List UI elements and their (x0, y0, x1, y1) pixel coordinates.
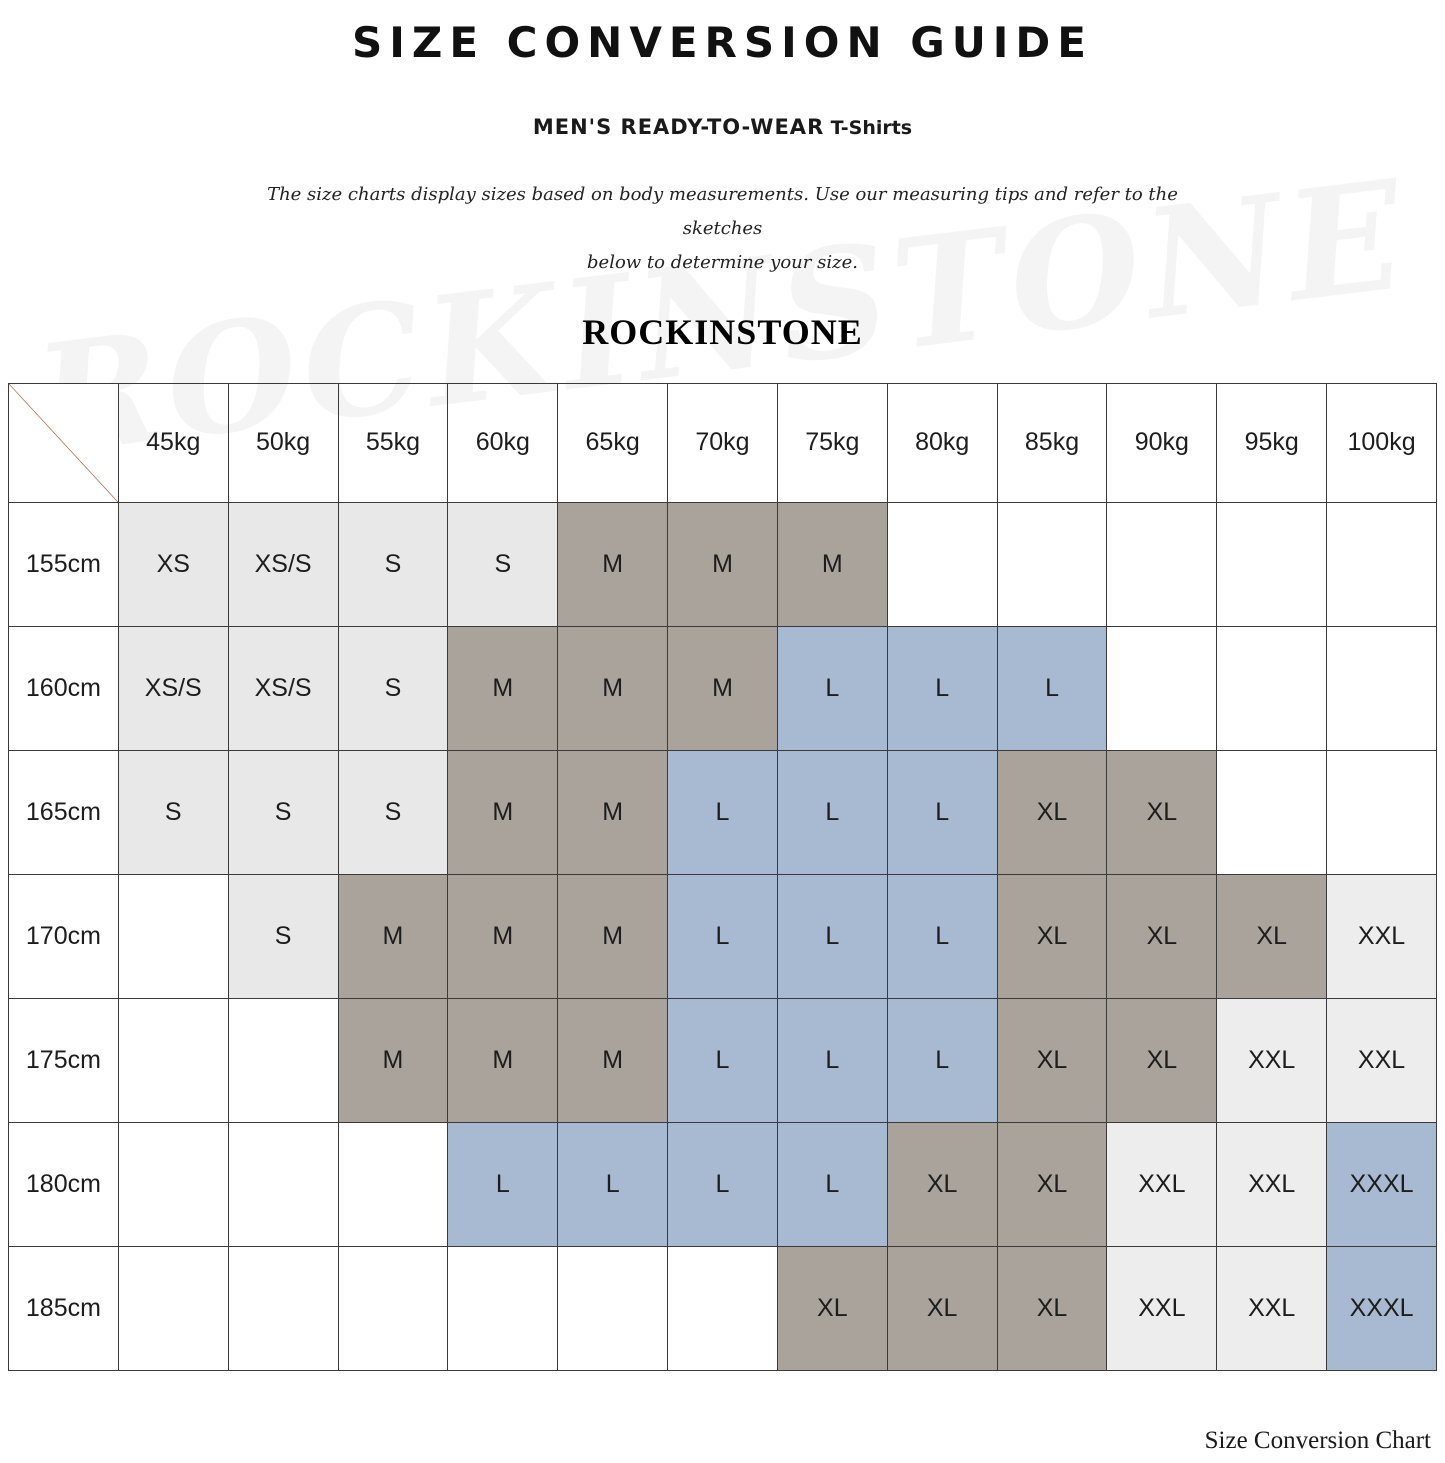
size-cell: XXL (1327, 874, 1437, 998)
description-line-1: The size charts display sizes based on body measurements. Use our measuring tips and refer to the sketches (267, 184, 1178, 240)
size-cell: L (777, 998, 887, 1122)
size-cell: XL (1107, 874, 1217, 998)
row-header: 185cm (9, 1246, 119, 1370)
subtitle-category: MEN'S READY-TO-WEAR (532, 115, 825, 139)
table-body (9, 502, 1437, 1370)
size-table-container (0, 383, 1445, 1371)
size-cell: XXL (1107, 1122, 1217, 1246)
size-cell: M (448, 874, 558, 998)
size-cell: XL (997, 750, 1107, 874)
size-cell: XL (777, 1246, 887, 1370)
size-cell (1327, 750, 1437, 874)
size-cell: XL (887, 1246, 997, 1370)
column-header: 70kg (668, 383, 778, 502)
size-cell: M (777, 502, 887, 626)
column-header: 60kg (448, 383, 558, 502)
size-cell: XXL (1107, 1246, 1217, 1370)
size-cell: L (887, 874, 997, 998)
size-cell (228, 1246, 338, 1370)
size-cell: XL (997, 1122, 1107, 1246)
size-cell: XXL (1217, 1122, 1327, 1246)
size-cell: S (338, 502, 448, 626)
table-row (9, 1246, 1437, 1370)
size-cell: XXL (1217, 1246, 1327, 1370)
size-cell: XL (1107, 998, 1217, 1122)
size-cell: L (668, 750, 778, 874)
size-cell (118, 1246, 228, 1370)
table-row (9, 502, 1437, 626)
row-header: 175cm (9, 998, 119, 1122)
size-cell (118, 998, 228, 1122)
table-row (9, 750, 1437, 874)
size-cell: XS/S (118, 626, 228, 750)
table-header-row (9, 383, 1437, 502)
column-header: 95kg (1217, 383, 1327, 502)
size-cell: M (668, 502, 778, 626)
size-cell: S (228, 874, 338, 998)
size-cell: XXL (1327, 998, 1437, 1122)
size-cell (1107, 626, 1217, 750)
table-row (9, 998, 1437, 1122)
column-header: 90kg (1107, 383, 1217, 502)
description-line-2: below to determine your size. (587, 252, 858, 274)
row-header: 180cm (9, 1122, 119, 1246)
size-cell: XS/S (228, 502, 338, 626)
size-cell: XL (997, 1246, 1107, 1370)
table-row (9, 874, 1437, 998)
column-header: 100kg (1327, 383, 1437, 502)
size-cell: S (118, 750, 228, 874)
size-cell (1107, 502, 1217, 626)
size-cell: M (338, 874, 448, 998)
row-header: 160cm (9, 626, 119, 750)
column-header: 45kg (118, 383, 228, 502)
size-cell: XL (887, 1122, 997, 1246)
size-cell: M (558, 998, 668, 1122)
size-cell (118, 874, 228, 998)
size-cell: L (777, 750, 887, 874)
size-cell: M (448, 626, 558, 750)
size-cell (1217, 750, 1327, 874)
size-cell (338, 1246, 448, 1370)
size-cell: L (997, 626, 1107, 750)
size-cell: S (228, 750, 338, 874)
table-row (9, 626, 1437, 750)
column-header: 75kg (777, 383, 887, 502)
size-cell: M (558, 626, 668, 750)
size-cell: M (558, 750, 668, 874)
size-cell (558, 1246, 668, 1370)
row-header: 165cm (9, 750, 119, 874)
size-cell: L (777, 874, 887, 998)
size-cell: L (887, 750, 997, 874)
size-cell (887, 502, 997, 626)
size-cell: S (448, 502, 558, 626)
size-cell: S (338, 626, 448, 750)
footer-caption: Size Conversion Chart (1204, 1427, 1431, 1454)
size-cell (1327, 502, 1437, 626)
subtitle-product: T-Shirts (830, 117, 913, 139)
column-header: 65kg (558, 383, 668, 502)
page-title: SIZE CONVERSION GUIDE (352, 18, 1093, 67)
size-cell: XL (997, 998, 1107, 1122)
size-cell: M (558, 874, 668, 998)
row-header: 155cm (9, 502, 119, 626)
size-cell (1217, 502, 1327, 626)
size-cell: M (448, 750, 558, 874)
size-cell: XXXL (1327, 1122, 1437, 1246)
size-cell: XL (1217, 874, 1327, 998)
brand-name: ROCKINSTONE (582, 311, 863, 352)
size-cell (448, 1246, 558, 1370)
size-cell: L (668, 1122, 778, 1246)
size-cell (228, 998, 338, 1122)
diagonal-divider-icon (9, 384, 118, 502)
table-header-row-group (9, 383, 1437, 502)
document-header (0, 18, 1445, 353)
size-guide-page (0, 18, 1445, 1463)
size-cell: L (887, 998, 997, 1122)
description (233, 178, 1213, 281)
subtitle (0, 115, 1445, 140)
size-cell: XXL (1217, 998, 1327, 1122)
size-cell: S (338, 750, 448, 874)
column-header: 80kg (887, 383, 997, 502)
size-cell (668, 1246, 778, 1370)
size-cell: M (668, 626, 778, 750)
size-cell: XL (1107, 750, 1217, 874)
size-cell: L (448, 1122, 558, 1246)
size-cell (338, 1122, 448, 1246)
size-cell: L (668, 874, 778, 998)
column-header: 50kg (228, 383, 338, 502)
column-header: 55kg (338, 383, 448, 502)
size-cell: M (338, 998, 448, 1122)
size-cell: M (558, 502, 668, 626)
size-cell: XL (997, 874, 1107, 998)
column-header: 85kg (997, 383, 1107, 502)
size-cell: L (558, 1122, 668, 1246)
size-cell: XXXL (1327, 1246, 1437, 1370)
size-cell (1327, 626, 1437, 750)
row-header: 170cm (9, 874, 119, 998)
size-cell (228, 1122, 338, 1246)
size-cell (997, 502, 1107, 626)
size-conversion-table (8, 383, 1437, 1371)
size-cell (118, 1122, 228, 1246)
size-cell: XS/S (228, 626, 338, 750)
size-cell: L (777, 626, 887, 750)
corner-cell (9, 383, 119, 502)
size-cell: L (777, 1122, 887, 1246)
size-cell: L (668, 998, 778, 1122)
size-cell: M (448, 998, 558, 1122)
size-cell: L (887, 626, 997, 750)
table-row (9, 1122, 1437, 1246)
size-cell: XS (118, 502, 228, 626)
size-cell (1217, 626, 1327, 750)
